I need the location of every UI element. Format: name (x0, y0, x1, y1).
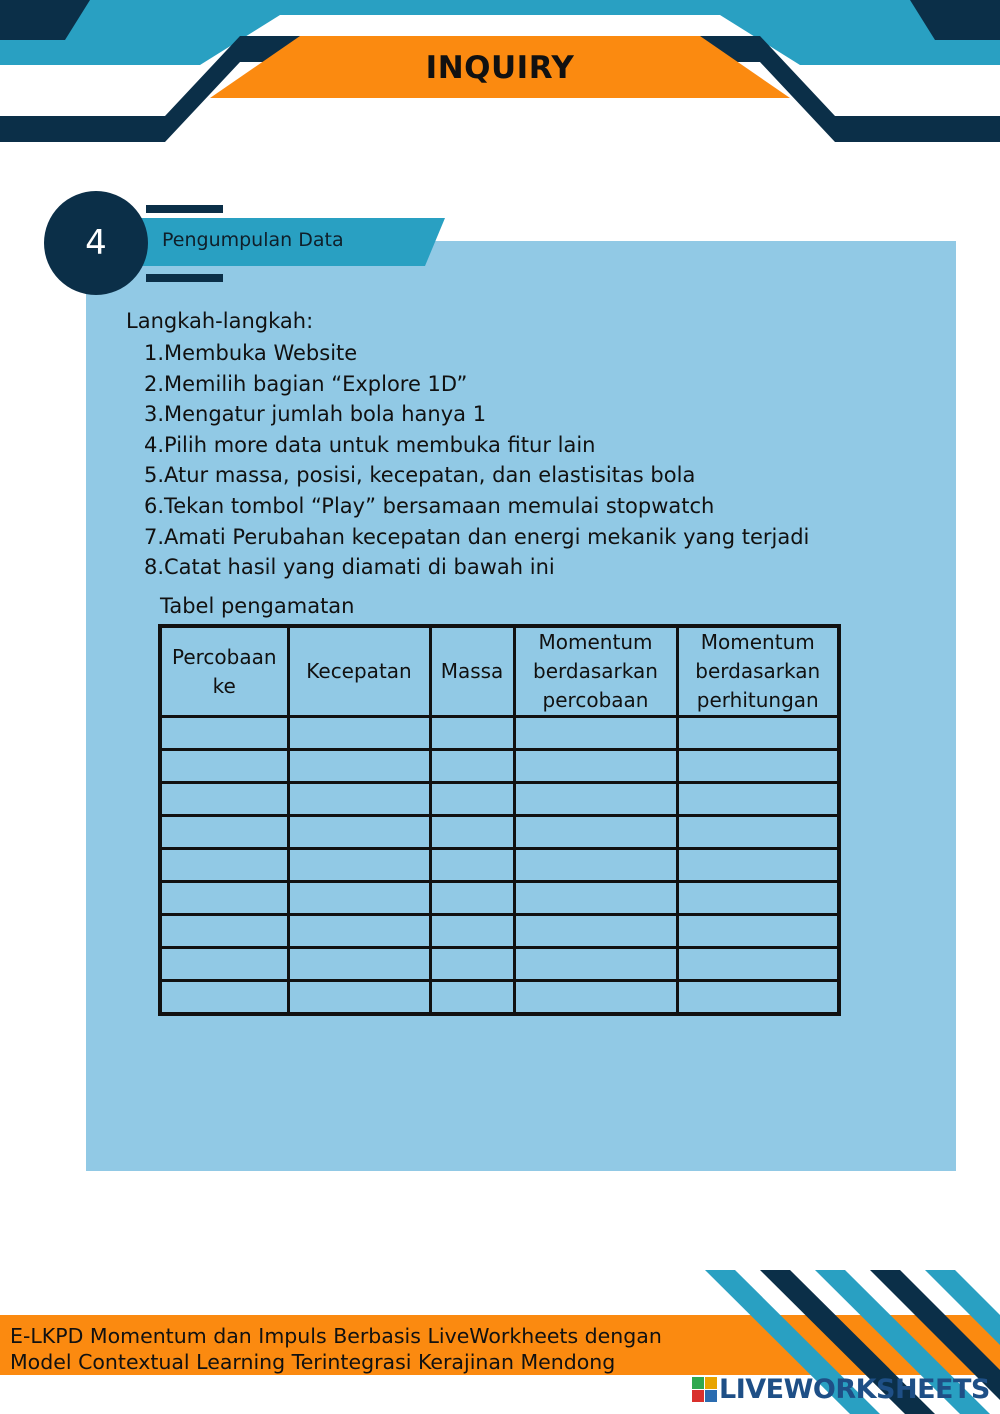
table-cell[interactable] (288, 717, 430, 750)
table-cell[interactable] (160, 750, 288, 783)
table-cell[interactable] (514, 882, 677, 915)
table-cell[interactable] (514, 981, 677, 1015)
table-header-cell (677, 626, 839, 717)
table-cell[interactable] (677, 783, 839, 816)
table-cell[interactable] (288, 816, 430, 849)
badge-bar-bottom (146, 274, 223, 282)
table-cell[interactable] (160, 882, 288, 915)
table-cell[interactable] (514, 717, 677, 750)
step-item (140, 338, 809, 369)
step-item (140, 399, 809, 430)
step-item (140, 369, 809, 400)
step-text: Catat hasil yang diamati di bawah ini (164, 555, 555, 580)
table-cell[interactable] (514, 750, 677, 783)
step-item (140, 522, 809, 553)
table-header-text: berdasarkan (533, 659, 658, 683)
table-cell[interactable] (288, 981, 430, 1015)
table-row (160, 717, 839, 750)
table-header-text: ke (212, 673, 236, 698)
table-cell[interactable] (288, 948, 430, 981)
table-row (160, 915, 839, 948)
step-item (140, 552, 809, 583)
table-cell[interactable] (160, 816, 288, 849)
footer-line-2: Model Contextual Learning Terintegrasi Kerajinan Mendong (10, 1350, 616, 1374)
table-header-cell (514, 626, 677, 717)
step-item (140, 430, 809, 461)
table-header-text: Momentum (538, 630, 653, 654)
table-cell[interactable] (677, 981, 839, 1015)
header-title: INQUIRY (425, 50, 575, 86)
table-cell[interactable] (430, 882, 514, 915)
table-cell[interactable] (430, 948, 514, 981)
step-number: 2. (143, 371, 164, 396)
table-cell[interactable] (288, 849, 430, 882)
step-number: 8. (143, 555, 164, 580)
table-row (160, 783, 839, 816)
table-cell[interactable] (288, 750, 430, 783)
table-cell[interactable] (430, 849, 514, 882)
table-header-text: Massa (440, 659, 504, 683)
table-row (160, 948, 839, 981)
table-cell[interactable] (514, 783, 677, 816)
table-header-cell (288, 626, 430, 717)
table-row (160, 981, 839, 1015)
badge-bar-top (146, 205, 223, 213)
table-header-row (160, 626, 839, 717)
table-header-text: percobaan (542, 688, 649, 712)
table-cell[interactable] (430, 816, 514, 849)
observation-table (158, 624, 841, 1016)
table-cell[interactable] (160, 915, 288, 948)
table-header-cell (430, 626, 514, 717)
table-header-text: Percobaan (171, 644, 277, 669)
table-cell[interactable] (430, 783, 514, 816)
step-number: 1. (143, 341, 164, 365)
table-cell[interactable] (677, 750, 839, 783)
step-number: 5. (143, 463, 164, 488)
step-number: 4. (143, 432, 164, 457)
table-cell[interactable] (514, 849, 677, 882)
table-row (160, 849, 839, 882)
step-item (140, 460, 809, 491)
table-row (160, 882, 839, 915)
table-header-text: Kecepatan (306, 659, 412, 683)
liveworksheets-logo-text: LIVEWORKSHEETS (719, 1374, 990, 1405)
step-text: Tekan tombol “Play” bersamaan memulai stopwatch (164, 493, 715, 518)
table-header-cell (160, 626, 288, 717)
section-label: Pengumpulan Data (162, 229, 344, 251)
table-cell[interactable] (160, 717, 288, 750)
step-text: Memilih bagian “Explore 1D” (164, 371, 468, 396)
step-number: 6. (143, 493, 164, 518)
step-number: 3. (143, 402, 164, 427)
table-row (160, 750, 839, 783)
table-cell[interactable] (288, 882, 430, 915)
liveworksheets-logo[interactable] (692, 1374, 990, 1405)
table-cell[interactable] (677, 816, 839, 849)
table-cell[interactable] (514, 948, 677, 981)
step-text: Amati Perubahan kecepatan dan energi mekanik yang terjadi (164, 524, 810, 549)
step-text: Membuka Website (164, 341, 358, 365)
table-cell[interactable] (677, 717, 839, 750)
step-item (140, 491, 809, 522)
liveworksheets-logo-icon (692, 1377, 718, 1403)
table-cell[interactable] (288, 915, 430, 948)
step-text: Atur massa, posisi, kecepatan, dan elastisitas bola (164, 463, 696, 488)
step-text: Mengatur jumlah bola hanya 1 (164, 402, 487, 427)
step-number: 7. (143, 524, 164, 549)
table-header-text: berdasarkan (695, 659, 821, 683)
step-text: Pilih more data untuk membuka fitur lain (164, 432, 596, 457)
table-header-text: perhitungan (696, 688, 819, 712)
table-cell[interactable] (288, 783, 430, 816)
table-cell[interactable] (430, 750, 514, 783)
table-caption: Tabel pengamatan (160, 594, 355, 618)
table-cell[interactable] (514, 816, 677, 849)
table-cell[interactable] (677, 882, 839, 915)
table-cell[interactable] (160, 948, 288, 981)
table-cell[interactable] (514, 915, 677, 948)
steps-list (140, 338, 809, 583)
table-cell[interactable] (430, 717, 514, 750)
table-cell[interactable] (160, 783, 288, 816)
footer-text (10, 1323, 662, 1375)
table-cell[interactable] (677, 849, 839, 882)
table-header-text: Momentum (700, 630, 815, 654)
footer-line-1: E-LKPD Momentum dan Impuls Berbasis LiveWorkheets dengan (10, 1324, 662, 1348)
table-cell[interactable] (677, 948, 839, 981)
table-cell[interactable] (160, 981, 288, 1015)
table-cell[interactable] (677, 915, 839, 948)
table-row (160, 816, 839, 849)
table-cell[interactable] (430, 981, 514, 1015)
table-cell[interactable] (430, 915, 514, 948)
steps-title: Langkah-langkah: (126, 309, 314, 333)
table-cell[interactable] (160, 849, 288, 882)
step-number-badge: 4 (44, 191, 148, 295)
